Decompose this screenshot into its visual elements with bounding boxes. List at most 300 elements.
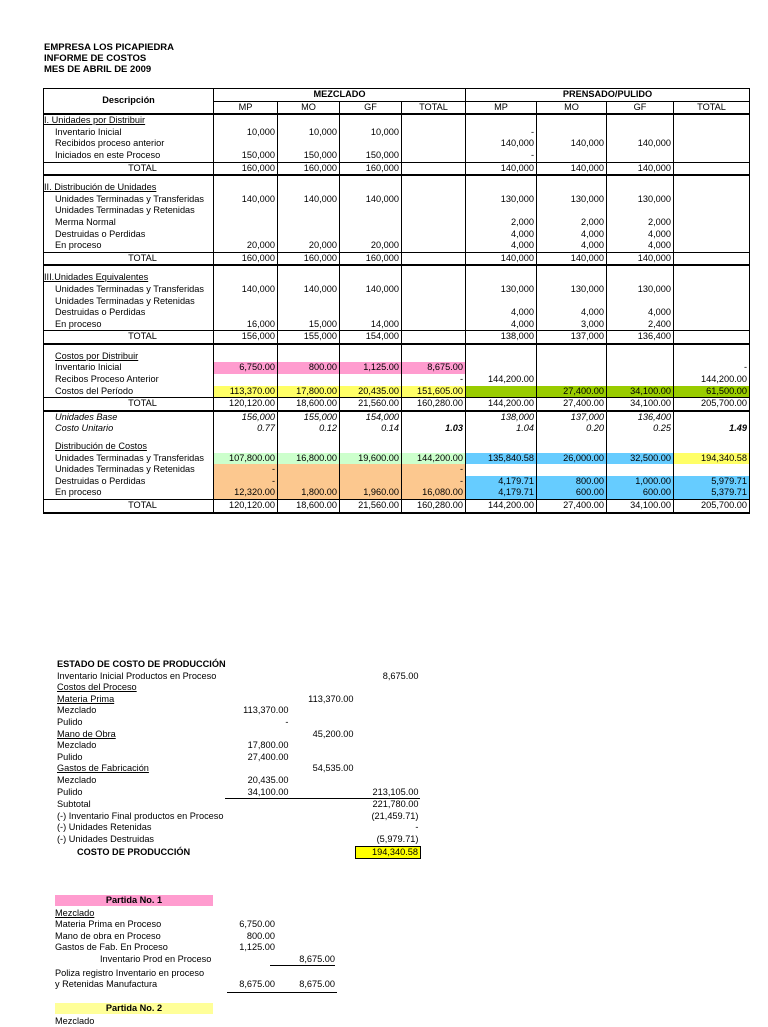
estado-row bbox=[55, 729, 420, 741]
cell: 140,000 bbox=[607, 252, 674, 265]
table-row bbox=[44, 240, 750, 252]
estado-value bbox=[290, 717, 355, 729]
cell bbox=[278, 441, 340, 453]
cell: 1,800.00 bbox=[278, 487, 340, 499]
row-label: Recibos Proceso Anterior bbox=[44, 374, 214, 386]
cell: 0.12 bbox=[278, 423, 340, 435]
table-row bbox=[44, 319, 750, 331]
estado-row bbox=[55, 822, 420, 834]
cell: 1.49 bbox=[674, 423, 750, 435]
cell bbox=[674, 182, 750, 194]
cell bbox=[278, 476, 340, 488]
cell: 4,179.71 bbox=[466, 487, 537, 499]
cell bbox=[402, 441, 466, 453]
partida-2-title: Partida No. 2 bbox=[55, 1003, 213, 1014]
cell bbox=[674, 205, 750, 217]
cell: 160,000 bbox=[214, 252, 278, 265]
cell: 800.00 bbox=[278, 362, 340, 374]
cell: 8,675.00 bbox=[402, 362, 466, 374]
cell: 10,000 bbox=[278, 127, 340, 139]
row-label: TOTAL bbox=[44, 500, 214, 513]
cell: 4,179.71 bbox=[466, 476, 537, 488]
cell: 156,000 bbox=[214, 331, 278, 344]
cell bbox=[537, 114, 607, 127]
table-row bbox=[44, 500, 750, 513]
estado-label: Mano de Obra bbox=[57, 728, 116, 739]
cell: 4,000 bbox=[607, 240, 674, 252]
cell: 10,000 bbox=[214, 127, 278, 139]
cell: 130,000 bbox=[607, 284, 674, 296]
cell bbox=[278, 296, 340, 308]
cell: 140,000 bbox=[278, 284, 340, 296]
partida-1-line: Materia Prima en Proceso 6,750.00 bbox=[55, 919, 275, 930]
estado-value: 194,340.58 bbox=[355, 846, 420, 859]
estado-row bbox=[55, 717, 420, 729]
cell: 140,000 bbox=[466, 138, 537, 150]
row-label: Inventario Inicial bbox=[44, 127, 214, 139]
cell bbox=[214, 138, 278, 150]
row-label: Iniciados en este Proceso bbox=[44, 150, 214, 162]
table-row bbox=[44, 487, 750, 499]
estado-row bbox=[55, 740, 420, 752]
cell bbox=[278, 205, 340, 217]
cell: 154,000 bbox=[340, 331, 402, 344]
estado-row bbox=[55, 705, 420, 717]
cell bbox=[278, 307, 340, 319]
cell bbox=[340, 138, 402, 150]
cell: 1,960.00 bbox=[340, 487, 402, 499]
cell bbox=[340, 374, 402, 386]
cell: 800.00 bbox=[537, 476, 607, 488]
cell: 34,100.00 bbox=[607, 500, 674, 513]
estado-label: Gastos de Fabricación bbox=[57, 763, 149, 774]
cell: - bbox=[214, 476, 278, 488]
group-prensado: PRENSADO/PULIDO bbox=[466, 89, 750, 102]
cell: 32,500.00 bbox=[607, 453, 674, 465]
estado-value bbox=[290, 811, 355, 823]
partida-1-note1: Poliza registro Inventario en proceso bbox=[55, 967, 205, 978]
cell bbox=[340, 351, 402, 363]
cell: 205,700.00 bbox=[674, 398, 750, 411]
cell bbox=[402, 182, 466, 194]
cell: 154,000 bbox=[340, 411, 402, 424]
estado-value bbox=[225, 682, 290, 694]
estado-label: Pulido bbox=[57, 751, 83, 762]
estado-value bbox=[355, 694, 420, 706]
cell: - bbox=[402, 476, 466, 488]
cell bbox=[466, 351, 537, 363]
estado-row bbox=[55, 799, 420, 811]
cell: 140,000 bbox=[537, 252, 607, 265]
estado-value: 45,200.00 bbox=[312, 728, 354, 739]
cell bbox=[278, 182, 340, 194]
cell: 4,000 bbox=[537, 240, 607, 252]
row-label: Unidades Terminadas y Retenidas bbox=[44, 205, 214, 217]
cell: 4,000 bbox=[466, 307, 537, 319]
report-period: MES DE ABRIL DE 2009 bbox=[44, 64, 152, 75]
row-label: Destruidas o Perdidas bbox=[44, 229, 214, 241]
cell bbox=[340, 464, 402, 476]
cell: 20,000 bbox=[278, 240, 340, 252]
table-row bbox=[44, 351, 750, 363]
cell: 16,800.00 bbox=[278, 453, 340, 465]
cell: 144,200.00 bbox=[466, 398, 537, 411]
col-header-5: MO bbox=[537, 101, 607, 114]
cell bbox=[402, 351, 466, 363]
cell bbox=[402, 194, 466, 206]
estado-value bbox=[290, 682, 355, 694]
cell bbox=[340, 272, 402, 284]
row-label: Unidades Terminadas y Retenidas bbox=[44, 296, 214, 308]
cell: 130,000 bbox=[537, 284, 607, 296]
estado-label: Inventario Inicial Productos en Proceso bbox=[57, 670, 217, 681]
estado-costo-table bbox=[55, 659, 421, 859]
cell: 3,000 bbox=[537, 319, 607, 331]
row-label: En proceso bbox=[44, 319, 214, 331]
cell: 138,000 bbox=[466, 331, 537, 344]
cell bbox=[402, 319, 466, 331]
table-row bbox=[44, 331, 750, 344]
cell: 16,080.00 bbox=[402, 487, 466, 499]
cell bbox=[607, 351, 674, 363]
row-label: Costo Unitario bbox=[44, 423, 214, 435]
cell: - bbox=[466, 150, 537, 162]
cell bbox=[466, 114, 537, 127]
cell: 14,000 bbox=[340, 319, 402, 331]
estado-value: - bbox=[285, 716, 289, 727]
estado-value bbox=[225, 822, 290, 834]
cell bbox=[466, 296, 537, 308]
cell: - bbox=[402, 464, 466, 476]
cell bbox=[466, 362, 537, 374]
estado-row bbox=[55, 811, 420, 823]
cell: 4,000 bbox=[537, 229, 607, 241]
cell: 137,000 bbox=[537, 411, 607, 424]
cell bbox=[402, 284, 466, 296]
cell bbox=[607, 464, 674, 476]
cell: 27,400.00 bbox=[537, 500, 607, 513]
row-label: II. Distribución de Unidades bbox=[44, 182, 214, 194]
cell: 150,000 bbox=[278, 150, 340, 162]
cell: 5,379.71 bbox=[674, 487, 750, 499]
cell bbox=[537, 374, 607, 386]
desc-header: Descripción bbox=[44, 89, 214, 115]
cell bbox=[607, 205, 674, 217]
cell bbox=[214, 205, 278, 217]
estado-row bbox=[55, 775, 420, 787]
col-header-4: MP bbox=[466, 101, 537, 114]
estado-label: Materia Prima bbox=[57, 693, 115, 704]
row-label: En proceso bbox=[44, 487, 214, 499]
cell: - bbox=[674, 362, 750, 374]
cell: 136,400 bbox=[607, 331, 674, 344]
cell: 1,000.00 bbox=[607, 476, 674, 488]
cell: 2,000 bbox=[466, 217, 537, 229]
row-label: I. Unidades por Distribuir bbox=[44, 114, 214, 127]
cell bbox=[402, 296, 466, 308]
cell: 155,000 bbox=[278, 411, 340, 424]
cell bbox=[674, 307, 750, 319]
cell bbox=[402, 307, 466, 319]
cell bbox=[340, 182, 402, 194]
cell bbox=[674, 217, 750, 229]
cell bbox=[607, 441, 674, 453]
table-row bbox=[44, 464, 750, 476]
table-row bbox=[44, 441, 750, 453]
cell bbox=[214, 229, 278, 241]
cell bbox=[402, 217, 466, 229]
cell: 0.14 bbox=[340, 423, 402, 435]
cell: 61,500.00 bbox=[674, 386, 750, 398]
estado-value: (5,979.71) bbox=[376, 833, 419, 844]
table-row bbox=[44, 476, 750, 488]
cell: 2,400 bbox=[607, 319, 674, 331]
estado-value bbox=[290, 822, 355, 834]
cell: 27,400.00 bbox=[537, 398, 607, 411]
cell: 0.25 bbox=[607, 423, 674, 435]
cell bbox=[537, 362, 607, 374]
cell: 27,400.00 bbox=[537, 386, 607, 398]
cell: 144,200.00 bbox=[402, 453, 466, 465]
cell: 140,000 bbox=[278, 194, 340, 206]
partida-1-note2: y Retenidas Manufactura 8,675.00 8,675.00 bbox=[55, 979, 335, 990]
estado-value: 221,780.00 bbox=[372, 799, 419, 810]
cell bbox=[674, 319, 750, 331]
cell bbox=[278, 464, 340, 476]
cell: 18,600.00 bbox=[278, 500, 340, 513]
cell: 0.20 bbox=[537, 423, 607, 435]
table-row bbox=[44, 150, 750, 162]
cell bbox=[537, 127, 607, 139]
row-label: Inventario Inicial bbox=[44, 362, 214, 374]
cell bbox=[674, 127, 750, 139]
cell bbox=[278, 217, 340, 229]
cell: 130,000 bbox=[607, 194, 674, 206]
cell: 4,000 bbox=[466, 240, 537, 252]
cell: - bbox=[466, 127, 537, 139]
row-label: Unidades Terminadas y Transferidas bbox=[44, 284, 214, 296]
cell: 160,000 bbox=[278, 162, 340, 175]
estado-value bbox=[225, 729, 290, 741]
cell: 144,200.00 bbox=[466, 374, 537, 386]
estado-label: (-) Inventario Final productos en Proceso bbox=[57, 810, 224, 821]
cell: 140,000 bbox=[214, 284, 278, 296]
cell: 156,000 bbox=[214, 411, 278, 424]
estado-label: Costos del Proceso bbox=[57, 682, 137, 693]
table-row bbox=[44, 252, 750, 265]
estado-value bbox=[355, 752, 420, 764]
estado-row bbox=[55, 682, 420, 694]
cell bbox=[607, 296, 674, 308]
cell: 34,100.00 bbox=[607, 398, 674, 411]
estado-title: ESTADO DE COSTO DE PRODUCCIÓN bbox=[57, 659, 226, 669]
estado-value bbox=[355, 705, 420, 717]
cell: 140,000 bbox=[214, 194, 278, 206]
row-label: III.Unidades Equivalentes bbox=[44, 272, 214, 284]
cell: 137,000 bbox=[537, 331, 607, 344]
table-row bbox=[44, 411, 750, 424]
cell: 135,840.58 bbox=[466, 453, 537, 465]
estado-value bbox=[225, 694, 290, 706]
cell: 150,000 bbox=[340, 150, 402, 162]
row-label: Unidades Terminadas y Transferidas bbox=[44, 453, 214, 465]
estado-value: 113,370.00 bbox=[308, 693, 354, 704]
estado-value: 54,535.00 bbox=[312, 763, 354, 774]
cell bbox=[402, 252, 466, 265]
cell bbox=[674, 296, 750, 308]
cell bbox=[278, 138, 340, 150]
cell: 120,120.00 bbox=[214, 500, 278, 513]
cell: 120,120.00 bbox=[214, 398, 278, 411]
table-row bbox=[44, 194, 750, 206]
cell bbox=[537, 272, 607, 284]
cell bbox=[674, 138, 750, 150]
cell: 155,000 bbox=[278, 331, 340, 344]
estado-label: Subtotal bbox=[57, 798, 91, 809]
table-row bbox=[44, 307, 750, 319]
cell bbox=[278, 374, 340, 386]
estado-label: Pulido bbox=[57, 716, 83, 727]
estado-value bbox=[290, 834, 355, 846]
cell: 10,000 bbox=[340, 127, 402, 139]
row-label: Costos del Período bbox=[44, 386, 214, 398]
cell bbox=[402, 331, 466, 344]
col-header-2: GF bbox=[340, 101, 402, 114]
table-row bbox=[44, 229, 750, 241]
cell bbox=[402, 150, 466, 162]
cell bbox=[340, 217, 402, 229]
cell: 205,700.00 bbox=[674, 500, 750, 513]
cell bbox=[340, 296, 402, 308]
cell bbox=[466, 464, 537, 476]
table-row bbox=[44, 217, 750, 229]
table-row bbox=[44, 138, 750, 150]
cell: 113,370.00 bbox=[214, 386, 278, 398]
estado-value bbox=[290, 671, 355, 683]
estado-value: 8,675.00 bbox=[382, 670, 419, 681]
estado-value bbox=[290, 752, 355, 764]
cell: 1,125.00 bbox=[340, 362, 402, 374]
row-label: Unidades Terminadas y Transferidas bbox=[44, 194, 214, 206]
row-label: TOTAL bbox=[44, 162, 214, 175]
table-row bbox=[44, 453, 750, 465]
table-row bbox=[44, 182, 750, 194]
estado-value bbox=[225, 811, 290, 823]
cell: 151,605.00 bbox=[402, 386, 466, 398]
cell: 144,200.00 bbox=[674, 374, 750, 386]
cell bbox=[402, 114, 466, 127]
cell: 140,000 bbox=[466, 252, 537, 265]
cell: 2,000 bbox=[607, 217, 674, 229]
cell: 20,435.00 bbox=[340, 386, 402, 398]
col-header-0: MP bbox=[214, 101, 278, 114]
estado-label: Pulido bbox=[57, 786, 83, 797]
cell: 140,000 bbox=[340, 284, 402, 296]
partida-2 bbox=[55, 1003, 213, 1027]
cost-report-table bbox=[43, 88, 750, 514]
row-label: Recibidos proceso anterior bbox=[44, 138, 214, 150]
table-row bbox=[44, 162, 750, 175]
cell: 130,000 bbox=[466, 194, 537, 206]
cell: - bbox=[214, 464, 278, 476]
cell bbox=[537, 464, 607, 476]
cell: 600.00 bbox=[607, 487, 674, 499]
cell: 160,000 bbox=[340, 162, 402, 175]
estado-label: COSTO DE PRODUCCIÓN bbox=[77, 846, 191, 857]
cell bbox=[402, 127, 466, 139]
cell bbox=[537, 296, 607, 308]
cell bbox=[674, 272, 750, 284]
cell: 16,000 bbox=[214, 319, 278, 331]
cell: 4,000 bbox=[466, 229, 537, 241]
cell bbox=[214, 217, 278, 229]
cell bbox=[607, 182, 674, 194]
cell: 20,000 bbox=[340, 240, 402, 252]
cell: 140,000 bbox=[466, 162, 537, 175]
cell bbox=[402, 240, 466, 252]
estado-value: 20,435.00 bbox=[247, 774, 289, 785]
cell bbox=[674, 411, 750, 424]
cell bbox=[214, 307, 278, 319]
estado-row bbox=[55, 787, 420, 799]
cell bbox=[214, 296, 278, 308]
cell: 26,000.00 bbox=[537, 453, 607, 465]
cell: 140,000 bbox=[537, 162, 607, 175]
table-row bbox=[44, 284, 750, 296]
cell: 4,000 bbox=[607, 229, 674, 241]
cell bbox=[340, 476, 402, 488]
cell: 18,600.00 bbox=[278, 398, 340, 411]
cell: 12,320.00 bbox=[214, 487, 278, 499]
row-label: Distribución de Costos bbox=[44, 441, 214, 453]
estado-value bbox=[355, 775, 420, 787]
cell bbox=[214, 374, 278, 386]
cell bbox=[214, 351, 278, 363]
cell bbox=[340, 307, 402, 319]
table-row bbox=[44, 296, 750, 308]
estado-value bbox=[355, 763, 420, 775]
cell bbox=[537, 441, 607, 453]
cell: 160,000 bbox=[214, 162, 278, 175]
cell bbox=[402, 205, 466, 217]
cell bbox=[607, 150, 674, 162]
table-row bbox=[44, 423, 750, 435]
cell bbox=[537, 351, 607, 363]
cell bbox=[674, 229, 750, 241]
cell bbox=[607, 114, 674, 127]
col-header-7: TOTAL bbox=[674, 101, 750, 114]
partida-1-total-debe: 8,675.00 bbox=[239, 979, 275, 990]
cell bbox=[278, 272, 340, 284]
cell bbox=[278, 351, 340, 363]
cell bbox=[402, 411, 466, 424]
cell bbox=[340, 229, 402, 241]
group-mezclado: MEZCLADO bbox=[214, 89, 466, 102]
estado-value bbox=[290, 799, 355, 811]
partida-1-line: Gastos de Fab. En Proceso 1,125.00 bbox=[55, 942, 275, 953]
cell bbox=[537, 150, 607, 162]
cell bbox=[674, 162, 750, 175]
cell: 140,000 bbox=[537, 138, 607, 150]
cell: 4,000 bbox=[537, 307, 607, 319]
estado-row bbox=[55, 752, 420, 764]
cell bbox=[402, 229, 466, 241]
cell: 160,280.00 bbox=[402, 398, 466, 411]
table-row bbox=[44, 272, 750, 284]
cell: 4,000 bbox=[466, 319, 537, 331]
cell bbox=[214, 114, 278, 127]
cell bbox=[674, 240, 750, 252]
